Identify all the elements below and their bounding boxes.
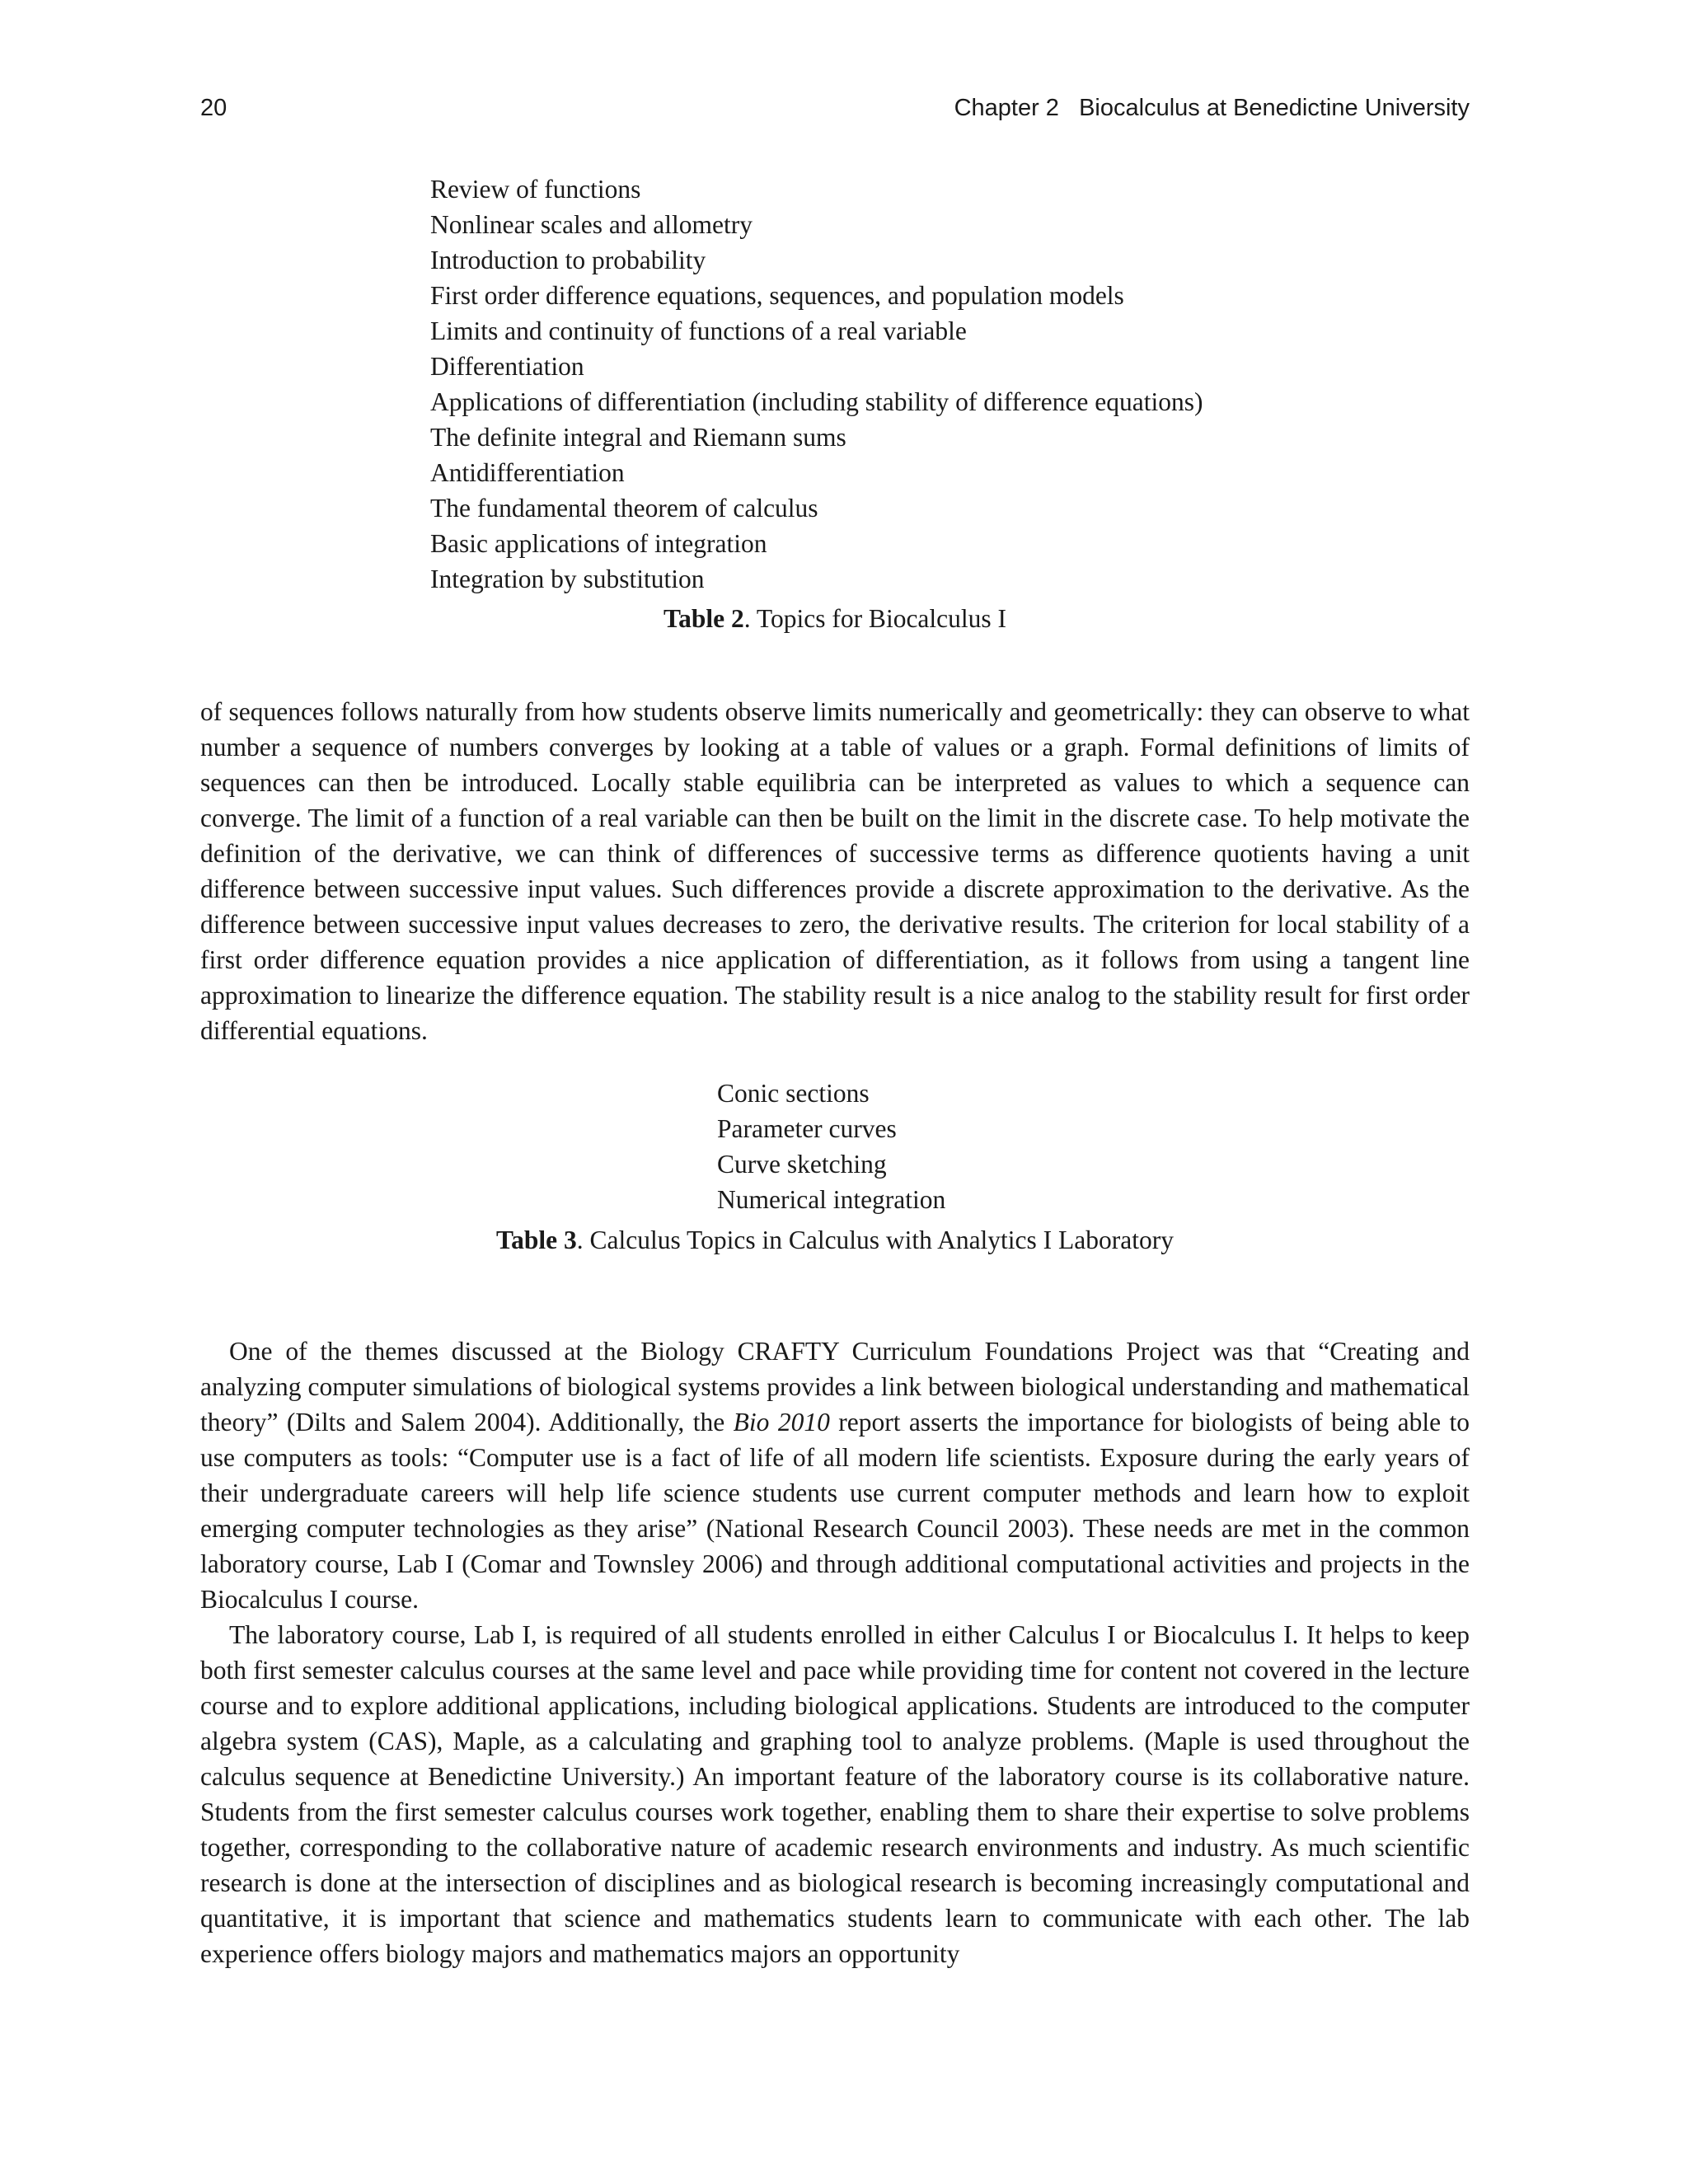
paragraph-2-text-start: One of the themes discussed at the Biology CRAFTY Curriculum Foundations Project was that “Creating and analyzing computer simulations of biological systems provides a link between biological understanding and mathematical theory” (Dilts and Salem 2004). Additionally, the <box>200 1337 1470 1436</box>
table-2-caption-label: Table 2 <box>663 604 744 633</box>
page-number: 20 <box>200 95 227 121</box>
table-2-caption <box>200 601 1470 636</box>
table-2-caption-text: . Topics for Biocalculus I <box>743 604 1007 633</box>
table-2-topic: Differentiation <box>430 352 584 381</box>
table-2-topic: Limits and continuity of functions of a real variable <box>430 316 967 345</box>
table-3-topic: Numerical integration <box>717 1185 946 1214</box>
table-2-topic: First order difference equations, sequences, and population models <box>430 281 1124 310</box>
body-paragraph-1: of sequences follows naturally from how students observe limits numerically and geometrically: they can observe to what number a sequence of numbers converges by looking at a table of values or a graph. Formal definitions of limits of sequences can then be introduced. Locally stable equilibria can be interpreted as values to which a sequence can converge. The limit of a function of a real variable can then be built on the limit in the discrete case. To help motivate the definition of the derivative, we can think of differences of successive terms as difference quotients having a unit difference between successive input values. Such differences provide a discrete approximation to the derivative. As the difference between successive input values decreases to zero, the derivative results. The criterion for local stability of a first order difference equation provides a nice application of differentiation, as it follows from using a tangent line approximation to linearize the difference equation. The stability result is a nice analog to the stability result for first order differential equations. <box>200 697 1470 1045</box>
table-3-topic: Curve sketching <box>717 1150 887 1179</box>
table-3-topic: Conic sections <box>717 1079 870 1108</box>
bio-2010-title: Bio 2010 <box>733 1408 830 1436</box>
page-header <box>200 95 1470 128</box>
table-2-topic: Nonlinear scales and allometry <box>430 210 753 239</box>
table-2-topic: Applications of differentiation (including stability of difference equations) <box>430 387 1203 416</box>
table-3-caption-text: . Calculus Topics in Calculus with Analytics I Laboratory <box>576 1226 1174 1254</box>
table-2-topic: Antidifferentiation <box>430 458 625 487</box>
body-paragraph-2 <box>200 1333 1470 1617</box>
table-2-topic: The definite integral and Riemann sums <box>430 423 846 452</box>
table-2-topic: Basic applications of integration <box>430 529 767 558</box>
table-3-caption-label: Table 3 <box>496 1226 577 1254</box>
paragraph-2-text-end: report asserts the importance for biologists of being able to use computers as tools: “Computer use is a fact of life of all modern life scientists. Exposure during the early years of their undergraduate careers will help life science students use current computer methods and learn how to exploit emerging computer technologies as they arise” (National Research Council 2003). These needs are met in the common laboratory course, Lab I (Comar and Townsley 2006) and through additional computational activities and projects in the Biocalculus I course. <box>200 1408 1470 1614</box>
table-2-topic-list <box>430 171 1203 597</box>
table-2-topic: Review of functions <box>430 175 641 204</box>
table-2-topic: Integration by substitution <box>430 565 705 593</box>
table-2-topic: The fundamental theorem of calculus <box>430 494 818 523</box>
running-head: Chapter 2 Biocalculus at Benedictine University <box>954 95 1470 121</box>
table-2-topic: Introduction to probability <box>430 246 706 274</box>
table-3-topic: Parameter curves <box>717 1114 897 1143</box>
table-3-caption <box>200 1222 1470 1258</box>
body-paragraph-3: The laboratory course, Lab I, is required of all students enrolled in either Calculus I or Biocalculus I. It helps to keep both first semester calculus courses at the same level and pace while providing time for content not covered in the lecture course and to explore additional applications, including biological applications. Students are introduced to the computer algebra system (CAS), Maple, as a calculating and graphing tool to analyze problems. (Maple is used throughout the calculus sequence at Benedictine University.) An important feature of the laboratory course is its collaborative nature. Students from the first semester calculus courses work together, enabling them to share their expertise to solve problems together, corresponding to the collaborative nature of academic research environments and industry. As much scientific research is done at the intersection of disciplines and as biological research is becoming increasingly computational and quantitative, it is important that science and mathematics students learn to communicate with each other. The lab experience offers biology majors and mathematics majors an opportunity <box>200 1620 1470 1968</box>
table-3-topic-list <box>717 1076 945 1217</box>
